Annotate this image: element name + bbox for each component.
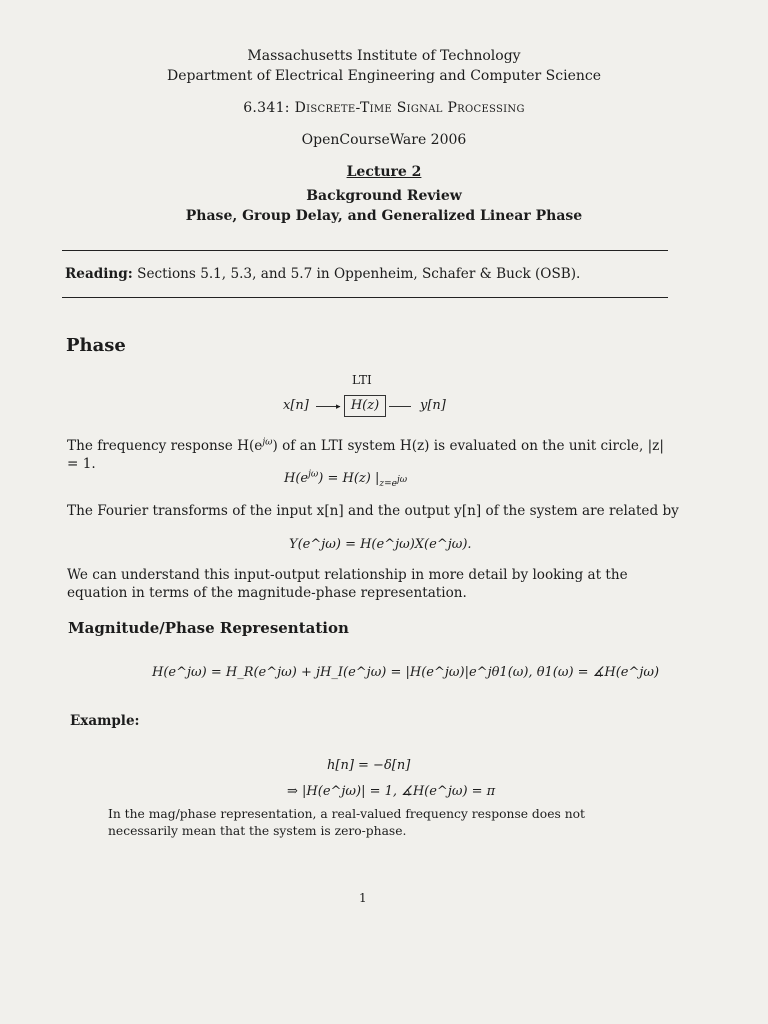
rule-top xyxy=(62,250,668,251)
example-label: Example: xyxy=(70,713,140,729)
reading-line xyxy=(65,265,580,283)
department-name: Department of Electrical Engineering and Computer Science xyxy=(166,68,601,84)
para1-sup: jω xyxy=(262,437,273,448)
lecture-topic: Phase, Group Delay, and Generalized Linear Phase xyxy=(185,208,583,224)
rule-bottom xyxy=(62,297,668,298)
para-fourier: The Fourier transforms of the input x[n] and the output y[n] of the system are related by xyxy=(67,503,679,519)
course-title: 6.341: Discrete-Time Signal Processing xyxy=(243,100,525,116)
term-label: OpenCourseWare 2006 xyxy=(301,132,467,148)
eq1-sup: jω xyxy=(308,469,319,480)
para-magnitude-phase: We can understand this input-output relationship in more detail by looking at the equation in terms of the magnitude-phase representation. xyxy=(67,567,628,601)
lti-label: LTI xyxy=(352,373,372,387)
eq1-mid: ) = H(z) | xyxy=(318,471,380,486)
diagram-block: H(z) xyxy=(344,395,386,417)
reading-text: Sections 5.1, 5.3, and 5.7 in Oppenheim, Schafer & Buck (OSB). xyxy=(137,266,581,282)
para-frequency-response xyxy=(67,437,667,473)
para1-part-a: The frequency response H(e xyxy=(67,438,263,454)
lecture-number: Lecture 2 xyxy=(346,164,422,180)
example-eq2: ⇒ |H(e^jω)| = 1, ∡H(e^jω) = π xyxy=(287,784,496,799)
page-number: 1 xyxy=(359,891,367,905)
eq1-sub-text: z=e xyxy=(379,478,397,489)
lecture-subtitle: Background Review xyxy=(306,188,462,204)
diagram-input: x[n] xyxy=(283,398,309,413)
magphase-heading: Magnitude/Phase Representation xyxy=(68,619,349,637)
reading-label: Reading: xyxy=(65,266,133,282)
eq1-lhs: H(e xyxy=(284,471,309,486)
example-eq1: h[n] = −δ[n] xyxy=(327,758,411,773)
para1-part-b: ) of an LTI system H(z) is evaluated on the unit circle, |z| = 1. xyxy=(67,438,664,472)
equation-io: Y(e^jω) = H(e^jω)X(e^jω). xyxy=(289,537,472,552)
example-note: In the mag/phase representation, a real-valued frequency response does not necessarily mean that the system is zero-phase. xyxy=(108,807,585,838)
phase-heading: Phase xyxy=(66,335,126,356)
eq1-subsup: jω xyxy=(396,474,408,485)
institution-name: Massachusetts Institute of Technology xyxy=(247,48,521,64)
arrow-out xyxy=(389,406,411,407)
arrowhead-in-icon: ▸ xyxy=(336,402,341,412)
eq1-sub xyxy=(379,474,408,489)
diagram-output: y[n] xyxy=(420,398,446,413)
equation-magphase: H(e^jω) = H_R(e^jω) + jH_I(e^jω) = |H(e^jω)|e^jθ1(ω), θ1(ω) = ∡H(e^jω) xyxy=(152,665,660,680)
equation-eval xyxy=(284,469,408,489)
